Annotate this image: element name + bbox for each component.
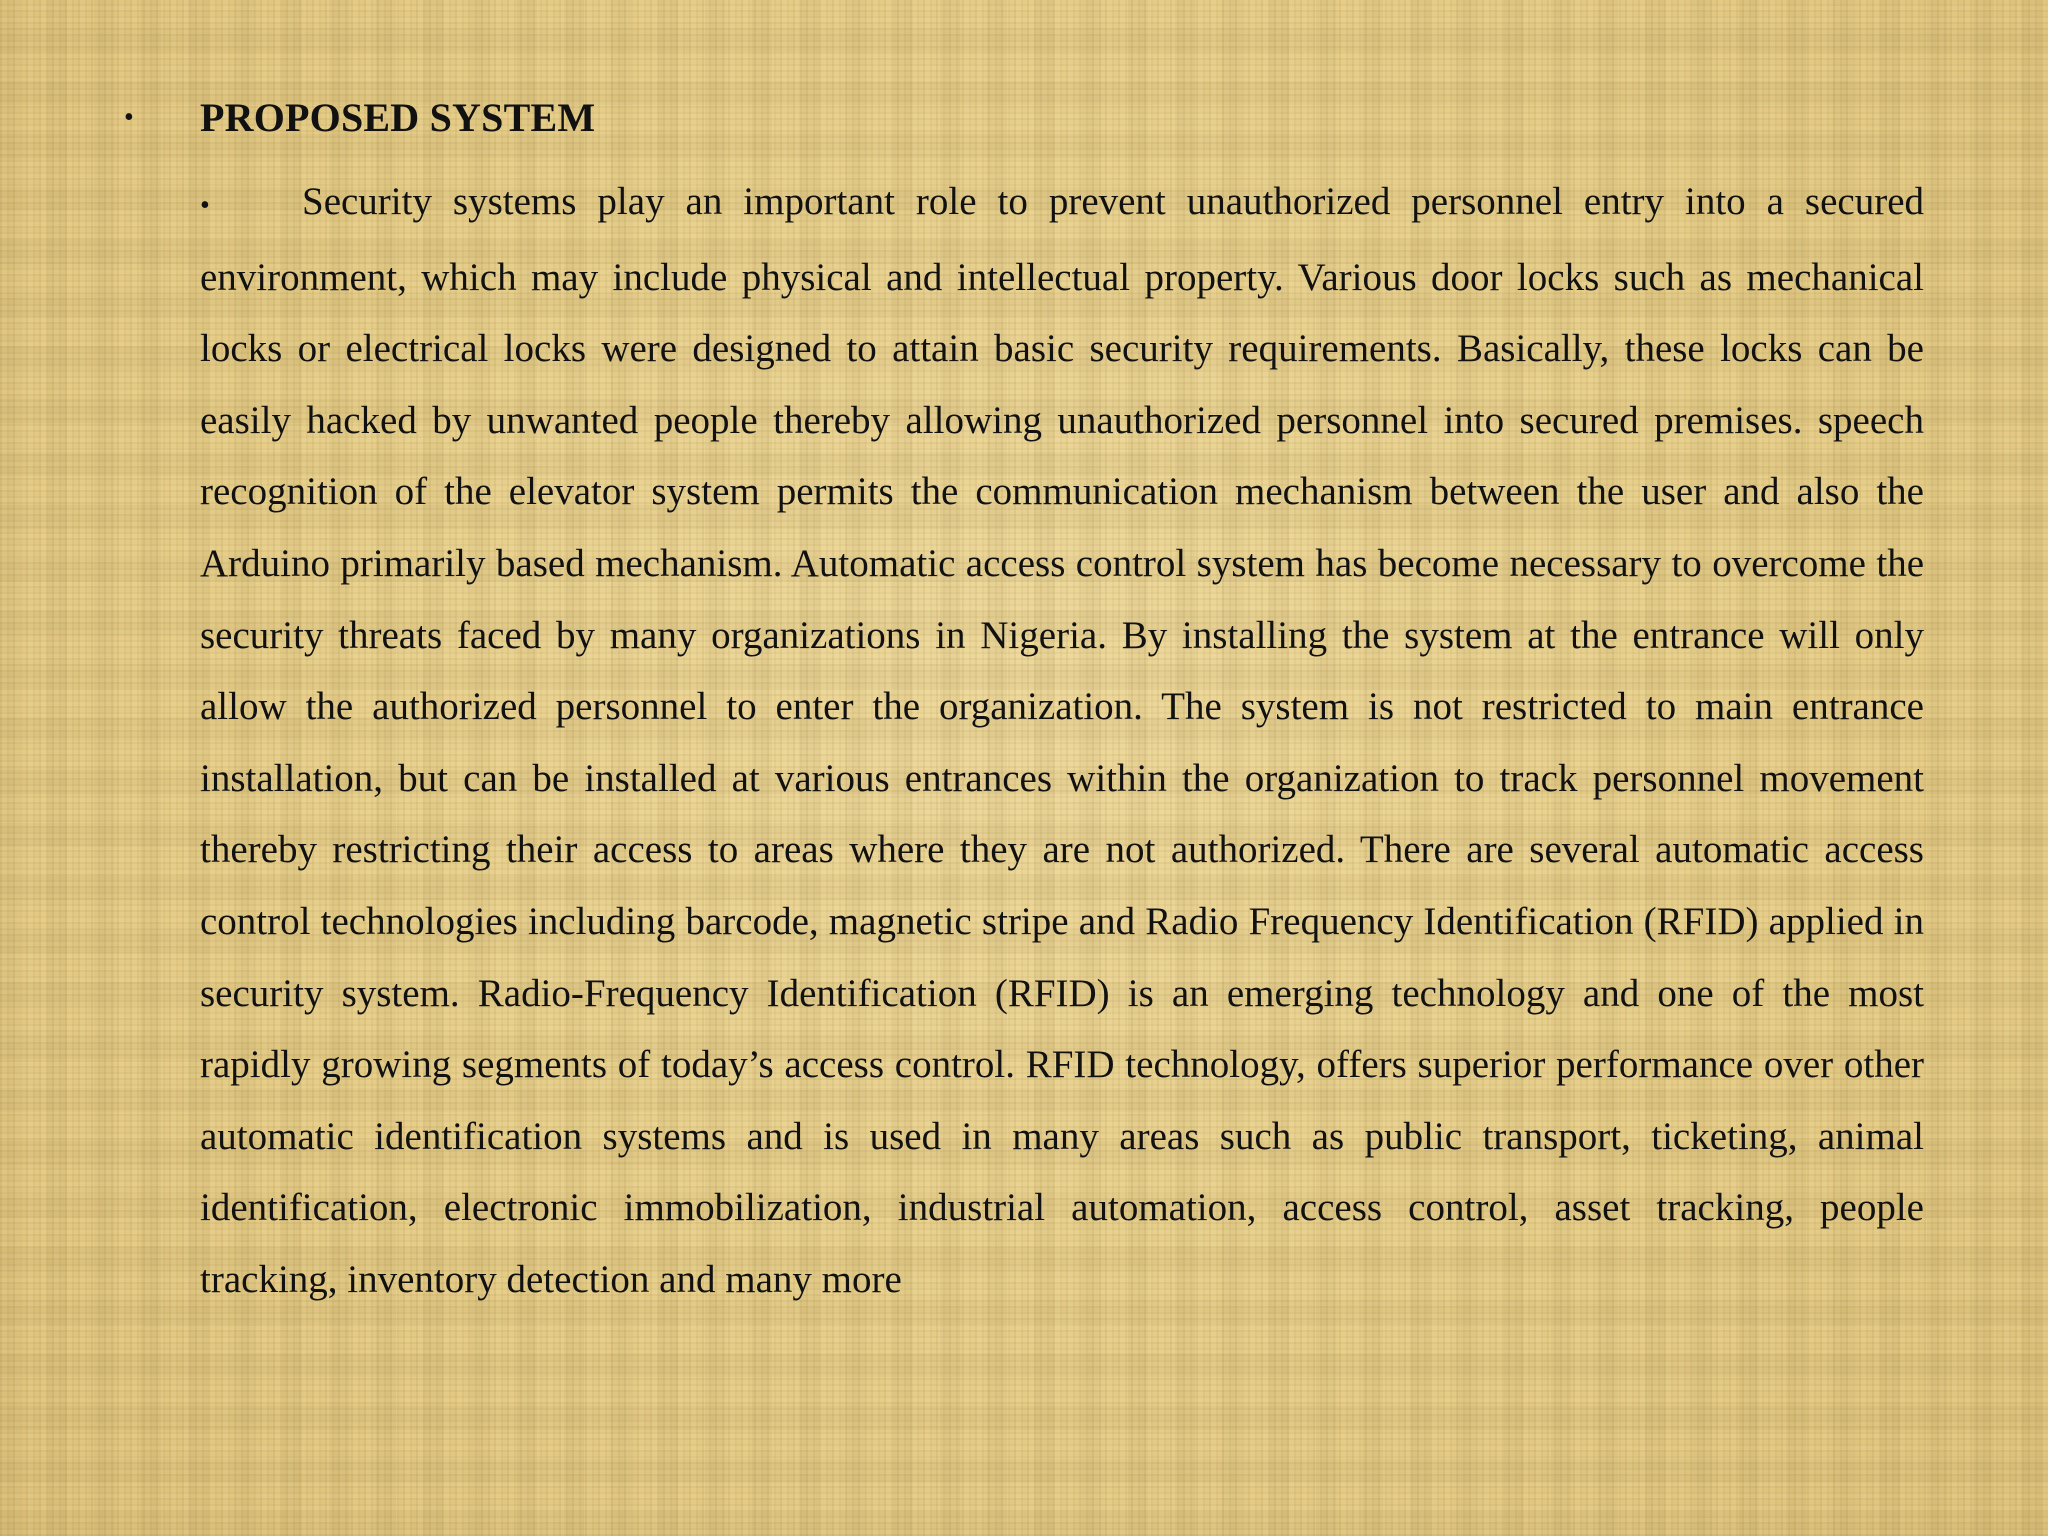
body-paragraph xyxy=(200,166,1924,1316)
heading-bullet: • xyxy=(124,102,134,133)
paragraph-bullet: • xyxy=(200,190,210,221)
heading-row xyxy=(124,90,595,146)
paragraph-text: Security systems play an important role to prevent unauthorized personnel entry into a secured environment, which may include physical and intellectual property. Various door locks such as mechanical locks or electrical locks were designed to attain basic security requirements. Basically, these locks can be easily hacked by unwanted people thereby allowing unauthorized personnel into secured premises. speech recognition of the elevator system permits the communication mechanism between the user and also the Arduino primarily based mechanism. Automatic access control system has become necessary to overcome the security threats faced by many organizations in Nigeria. By installing the system at the entrance will only allow the authorized personnel to enter the organization. The system is not restricted to main entrance installation, but can be installed at various entrances within the organization to track personnel movement thereby restricting their access to areas where they are not authorized. There are several automatic access control technologies including barcode, magnetic stripe and Radio Frequency Identification (RFID) applied in security system. Radio-Frequency Identification (RFID) is an emerging technology and one of the most rapidly growing segments of today’s access control. RFID technology, offers superior performance over other automatic identification systems and is used in many areas such as public transport, ticketing, animal identification, electronic immobilization, industrial automation, access control, asset tracking, people tracking, inventory detection and many more xyxy=(200,180,1924,1301)
slide-title: PROPOSED SYSTEM xyxy=(200,95,596,140)
